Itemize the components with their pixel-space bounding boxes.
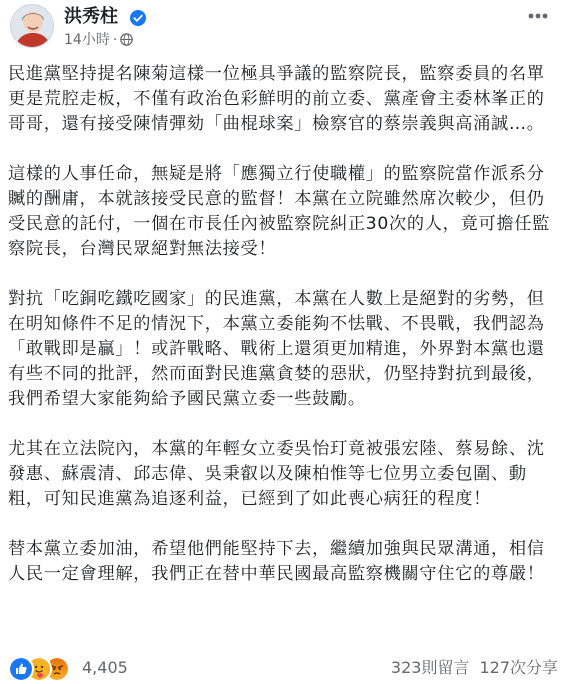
- avatar-image: [11, 5, 54, 48]
- post-paragraph: 替本黨立委加油，希望他們能堅持下去，繼續加強與民眾溝通，相信人民一定會理解，我們正在替中華民國最高監察機關守住它的尊嚴！: [8, 539, 545, 584]
- like-icon: [8, 656, 34, 682]
- reaction-icons[interactable]: [8, 656, 88, 680]
- post-paragraph: 這樣的人事任命，無疑是將「應獨立行使職權」的監察院當作派系分贓的酬庸，本就該接受民意的監督！本黨在立院雖然席次較少，但仍受民意的託付，一個在市長任內被監察院糾正30次的人，竟可擔任監察院長，台灣民眾絕對無法接受！: [8, 164, 551, 259]
- post-paragraph: 對抗「吃銅吃鐵吃國家」的民進黨，本黨在人數上是絕對的劣勢，但在明知條件不足的情況下，本黨立委能夠不怯戰、不畏戰，我們認為「敢戰即是贏」！或許戰略、戰術上還須更加精進，外界對本黨也還有些不同的批評，然而面對民進黨貪婪的惡狀，仍堅持對抗到最後，我們希望大家能夠給予國民黨立委一些鼓勵。: [8, 289, 545, 409]
- post-paragraph: 民進黨堅持提名陳菊這樣一位極具爭議的監察院長，監察委員的名單更是荒腔走板，不僅有政治色彩鮮明的前立委、黨產會主委林峯正的哥哥，還有接受陳情彈劾「曲棍球案」檢察官的蔡崇義與高涌誠…。: [8, 64, 545, 134]
- author-avatar[interactable]: [10, 4, 54, 48]
- post-header: [0, 0, 566, 58]
- post-timestamp[interactable]: 14小時: [64, 32, 110, 48]
- author-name[interactable]: 洪秀柱: [64, 6, 118, 27]
- post-paragraph: 尤其在立法院內，本黨的年輕女立委吳怡玎竟被張宏陸、蔡易餘、沈發惠、蘇震清、邱志偉、吳秉叡以及陳柏惟等七位男立委包圍、動粗，可知民進黨為追逐利益，已經到了如此喪心病狂的程度！: [8, 439, 545, 509]
- post-footer: [0, 652, 566, 684]
- post-meta: [64, 31, 133, 49]
- share-count[interactable]: 127次分享: [479, 658, 558, 677]
- meta-separator: ·: [112, 32, 118, 48]
- reaction-count[interactable]: 4,405: [82, 658, 128, 677]
- post-stats: [391, 659, 558, 677]
- comment-count[interactable]: 323則留言: [390, 658, 470, 677]
- verified-badge-icon: [130, 10, 146, 26]
- globe-icon[interactable]: [120, 33, 133, 46]
- post-body: [8, 62, 558, 612]
- more-options-icon[interactable]: [524, 4, 552, 28]
